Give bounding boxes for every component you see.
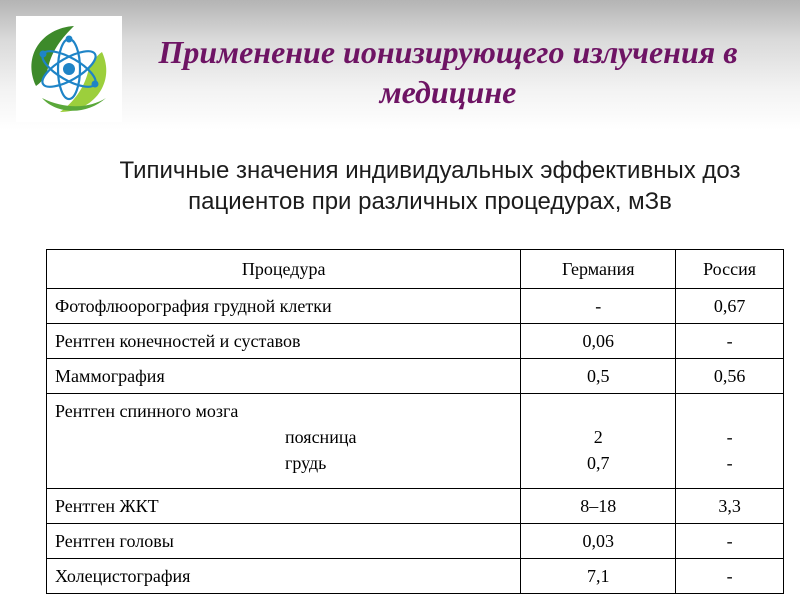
cell-procedure [47, 394, 521, 489]
cell-value: 0,7 [587, 453, 610, 473]
atom-leaf-logo [16, 16, 122, 122]
header-procedure: Процедура [47, 250, 521, 289]
cell-germany: - [521, 289, 676, 324]
cell-russia: - [676, 559, 784, 594]
table-row [47, 524, 784, 559]
cell-germany: 7,1 [521, 559, 676, 594]
cell-germany: 0,5 [521, 359, 676, 394]
cell-russia: 0,67 [676, 289, 784, 324]
cell-procedure: Рентген конечностей и суставов [47, 324, 521, 359]
table-row [47, 559, 784, 594]
cell-germany [521, 394, 676, 489]
cell-russia [676, 394, 784, 489]
cell-russia: - [676, 324, 784, 359]
cell-russia: - [676, 524, 784, 559]
cell-value: 2 [593, 427, 603, 447]
atom-icon [16, 16, 122, 122]
cell-germany: 0,03 [521, 524, 676, 559]
dose-table [46, 249, 784, 594]
table-row [47, 324, 784, 359]
procedure-subitem: грудь [285, 453, 327, 473]
procedure-subitem: поясница [285, 427, 357, 447]
table-caption: Типичные значения индивидуальных эффективных доз пациентов при различных процедурах, мЗв [119, 157, 741, 215]
cell-russia: 0,56 [676, 359, 784, 394]
cell-procedure: Маммография [47, 359, 521, 394]
header-russia: Россия [676, 250, 784, 289]
cell-procedure: Холецистография [47, 559, 521, 594]
cell-germany: 0,06 [521, 324, 676, 359]
cell-procedure: Рентген ЖКТ [47, 489, 521, 524]
cell-value: - [726, 453, 733, 473]
cell-value: - [726, 427, 733, 447]
cell-procedure: Рентген головы [47, 524, 521, 559]
table-header-row [47, 250, 784, 289]
table-row [47, 289, 784, 324]
cell-germany: 8–18 [521, 489, 676, 524]
cell-procedure: Фотофлюорография грудной клетки [47, 289, 521, 324]
header-germany: Германия [521, 250, 676, 289]
table-row [47, 394, 784, 489]
table-row [47, 489, 784, 524]
procedure-group-label: Рентген спинного мозга [55, 401, 239, 421]
table-row [47, 359, 784, 394]
slide-title: Применение ионизирующего излучения в медицине [158, 34, 738, 110]
cell-russia: 3,3 [676, 489, 784, 524]
